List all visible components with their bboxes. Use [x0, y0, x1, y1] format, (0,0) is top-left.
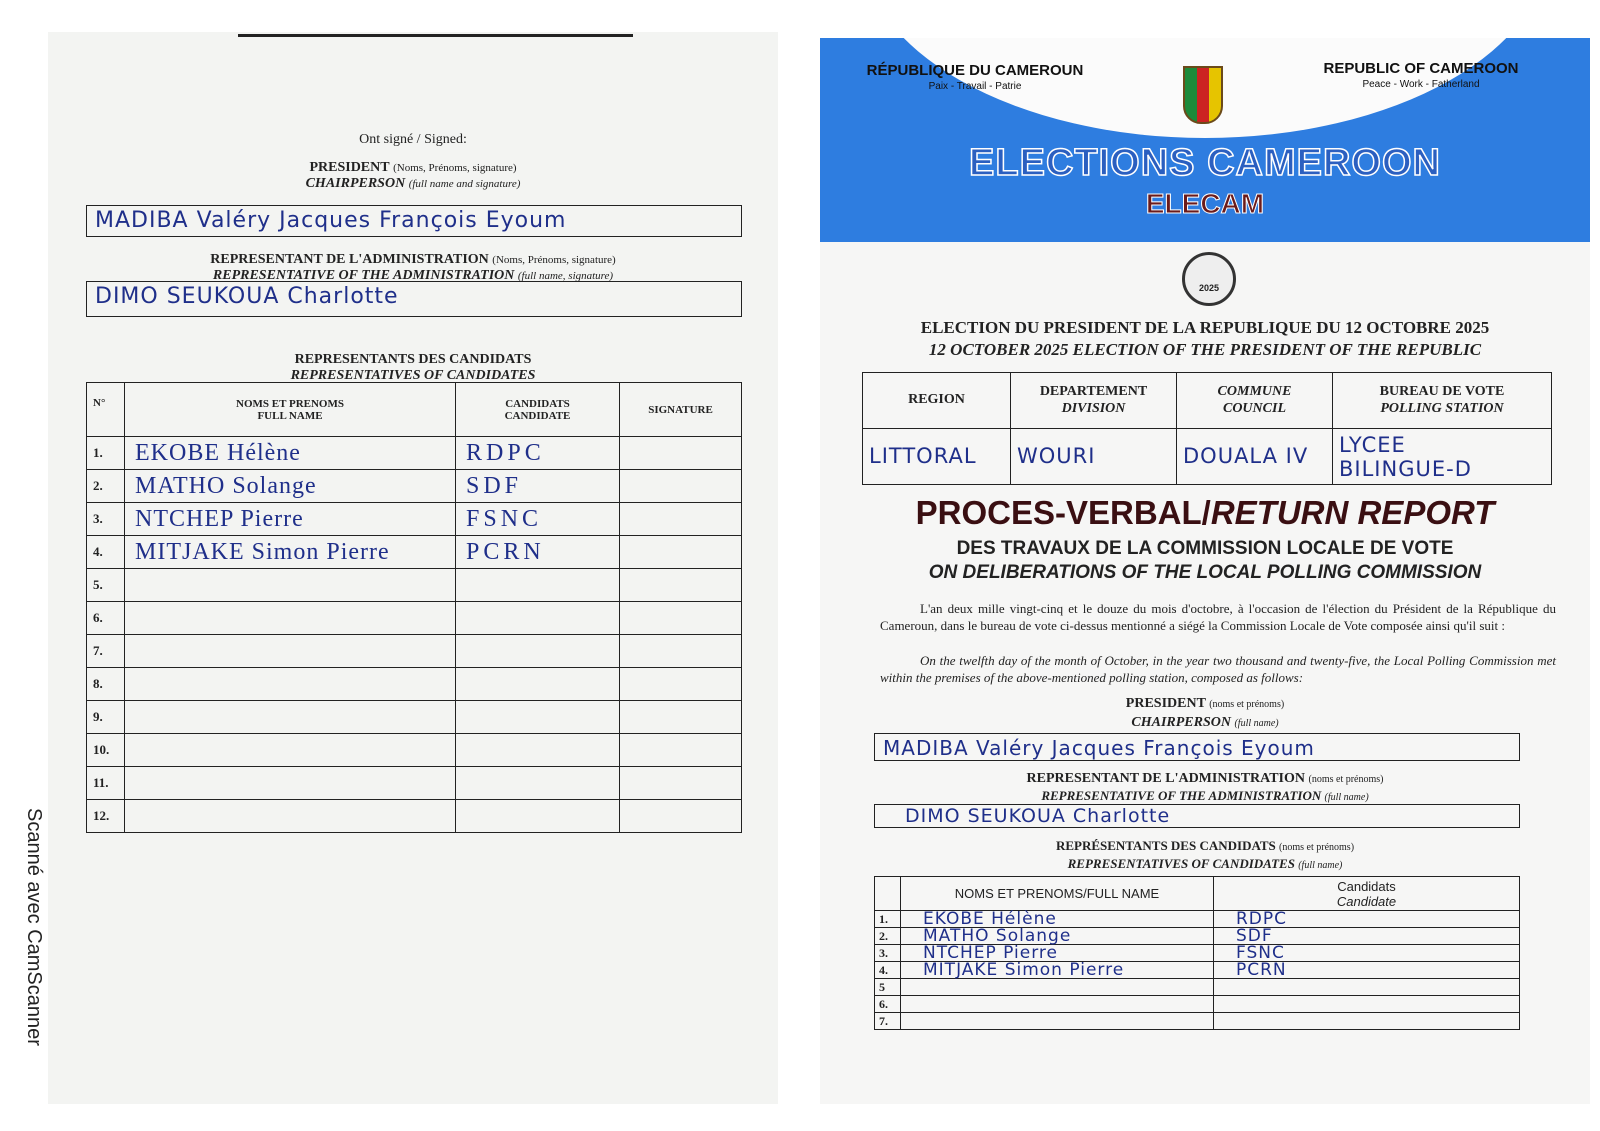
- row-number: 12.: [87, 800, 125, 833]
- table-row: [87, 602, 742, 635]
- row-number: 7.: [87, 635, 125, 668]
- row-name: [125, 767, 456, 800]
- row-signature: [620, 569, 742, 602]
- row-signature: [620, 734, 742, 767]
- row-name: [901, 979, 1214, 996]
- num-header: N°: [87, 383, 125, 437]
- row-signature: [620, 635, 742, 668]
- candidate-header: CANDIDATS CANDIDATE: [456, 383, 620, 437]
- row-signature: [620, 503, 742, 536]
- row-name: MITJAKE Simon Pierre: [901, 962, 1214, 979]
- row-candidate: SDF: [1214, 928, 1520, 945]
- row-number: 1.: [87, 437, 125, 470]
- paragraph-en: On the twelfth day of the month of October, in the year two thousand and twenty-five, the Local Polling Commission met within the premises of the above-mentioned polling station, composed as follows:: [880, 653, 1556, 685]
- paragraph-fr: L'an deux mille vingt-cinq et le douze du mois d'octobre, à l'occasion de l'élection du Président de la République du Cameroun, dans le bureau de vote ci-dessus mentionné a siégé la Commission Locale de Vote composée ainsi qu'il suit :: [880, 601, 1556, 633]
- row-name: MATHO Solange: [125, 470, 456, 503]
- commune-value: DOUALA IV: [1177, 429, 1333, 485]
- row-name: [125, 668, 456, 701]
- row-candidate: [1214, 979, 1520, 996]
- table-row: [87, 569, 742, 602]
- table-header-row: [875, 877, 1520, 911]
- row-signature: [620, 437, 742, 470]
- chairperson-heading-right: CHAIRPERSON (full name): [1131, 715, 1279, 730]
- top-rule: [238, 34, 633, 37]
- location-table: [862, 372, 1552, 485]
- row-name: [901, 1013, 1214, 1030]
- row-candidate: [1214, 1013, 1520, 1030]
- row-signature: [620, 602, 742, 635]
- row-number: 11.: [87, 767, 125, 800]
- row-candidate: [456, 569, 620, 602]
- row-number: 9.: [87, 701, 125, 734]
- row-candidate: FSNC: [1214, 945, 1520, 962]
- row-signature: [620, 800, 742, 833]
- president-field: [86, 205, 742, 237]
- row-candidate: FSNC: [456, 503, 620, 536]
- signature-header: SIGNATURE: [620, 383, 742, 437]
- admin-heading-right-en: REPRESENTATIVE OF THE ADMINISTRATION (full name): [1041, 788, 1369, 803]
- candidates-heading-right: REPRÉSENTANTS DES CANDIDATS (noms et prénoms): [1055, 838, 1355, 853]
- president-name: MADIBA Valéry Jacques François Eyoum: [95, 208, 567, 233]
- coat-of-arms-icon: [1183, 66, 1223, 124]
- candidates-table-right: [874, 876, 1520, 1030]
- right-page: [820, 38, 1590, 1104]
- table-header-row: [87, 383, 742, 437]
- table-row: [87, 503, 742, 536]
- row-name: NTCHEP Pierre: [125, 503, 456, 536]
- row-number: 5: [875, 979, 901, 996]
- row-name: NTCHEP Pierre: [901, 945, 1214, 962]
- row-candidate: [456, 734, 620, 767]
- row-number: 3.: [875, 945, 901, 962]
- row-candidate: [456, 767, 620, 800]
- table-row: [87, 767, 742, 800]
- row-name: MATHO Solange: [901, 928, 1214, 945]
- row-number: 8.: [87, 668, 125, 701]
- row-candidate: RDPC: [1214, 911, 1520, 928]
- election-title-fr: ELECTION DU PRESIDENT DE LA REPUBLIQUE DU 12 OCTOBRE 2025: [920, 318, 1490, 337]
- republic-en: REPUBLIC OF CAMEROON Peace - Work - Fatherland: [1323, 60, 1519, 90]
- row-number: 6.: [87, 602, 125, 635]
- row-name: [125, 569, 456, 602]
- table-row: [875, 962, 1520, 979]
- president-name-right: MADIBA Valéry Jacques François Eyoum: [883, 736, 1315, 760]
- pv-title: PROCES-VERBAL/RETURN REPORT: [915, 494, 1495, 531]
- row-candidate: SDF: [456, 470, 620, 503]
- admin-name: DIMO SEUKOUA Charlotte: [95, 284, 399, 309]
- table-row: [875, 979, 1520, 996]
- signed-heading: Ont signé / Signed:: [359, 132, 467, 147]
- table-row: [875, 928, 1520, 945]
- row-signature: [620, 701, 742, 734]
- bureau-header: BUREAU DE VOTE POLLING STATION: [1333, 373, 1552, 429]
- admin-field-right: [874, 804, 1520, 828]
- table-row: [875, 996, 1520, 1013]
- pv-subtitle-fr: DES TRAVAUX DE LA COMMISSION LOCALE DE VOTE: [956, 538, 1454, 559]
- table-row: [87, 470, 742, 503]
- row-candidate: [456, 668, 620, 701]
- row-candidate: RDPC: [456, 437, 620, 470]
- election-title-en: 12 OCTOBER 2025 ELECTION OF THE PRESIDENT OF THE REPUBLIC: [928, 340, 1482, 359]
- president-heading-right: PRESIDENT (noms et prénoms): [1125, 696, 1285, 711]
- table-row: [87, 734, 742, 767]
- region-value: LITTORAL: [863, 429, 1011, 485]
- candidates-table: [86, 382, 742, 833]
- row-candidate: [456, 800, 620, 833]
- row-name: MITJAKE Simon Pierre: [125, 536, 456, 569]
- table-row: [87, 635, 742, 668]
- table-row: [87, 437, 742, 470]
- table-row: [875, 1013, 1520, 1030]
- row-candidate: PCRN: [456, 536, 620, 569]
- row-number: 5.: [87, 569, 125, 602]
- admin-field: [86, 281, 742, 317]
- table-row: [875, 911, 1520, 928]
- table-row: [87, 668, 742, 701]
- row-name: EKOBE Hélène: [901, 911, 1214, 928]
- election-seal-icon: 2025: [1182, 252, 1236, 306]
- table-row: [87, 701, 742, 734]
- row-name: [125, 800, 456, 833]
- row-number: 4.: [87, 536, 125, 569]
- republic-fr: RÉPUBLIQUE DU CAMEROUN Paix - Travail - Patrie: [866, 62, 1084, 92]
- table-row: [87, 536, 742, 569]
- row-signature: [620, 470, 742, 503]
- left-page: [48, 32, 778, 1104]
- row-number: 6.: [875, 996, 901, 1013]
- row-candidate: [456, 602, 620, 635]
- commune-header: COMMUNE COUNCIL: [1177, 373, 1333, 429]
- dept-value: WOURI: [1011, 429, 1177, 485]
- admin-name-right: DIMO SEUKOUA Charlotte: [905, 805, 1171, 827]
- elecam-abbr: ELECAM: [1145, 188, 1265, 219]
- admin-heading: REPRESENTANT DE L'ADMINISTRATION (Noms, Prénoms, signature) REPRESENTATIVE OF THE ADMINISTRATION (full name, signature): [210, 252, 616, 283]
- row-number: 3.: [87, 503, 125, 536]
- president-heading: PRESIDENT (Noms, Prénoms, signature) CHAIRPERSON (full name and signature): [305, 160, 521, 191]
- president-field-right: [874, 733, 1520, 761]
- row-number: 2.: [875, 928, 901, 945]
- row-candidate: [456, 701, 620, 734]
- table-row: [87, 800, 742, 833]
- dept-header: DEPARTEMENT DIVISION: [1011, 373, 1177, 429]
- candidate-header: Candidats Candidate: [1214, 877, 1520, 911]
- elecam-title: ELECTIONS CAMEROON: [969, 142, 1441, 184]
- name-header: NOMS ET PRENOMS FULL NAME: [125, 383, 456, 437]
- row-signature: [620, 767, 742, 800]
- row-number: 10.: [87, 734, 125, 767]
- row-candidate: PCRN: [1214, 962, 1520, 979]
- row-signature: [620, 536, 742, 569]
- row-name: [901, 996, 1214, 1013]
- name-header: NOMS ET PRENOMS/FULL NAME: [901, 877, 1214, 911]
- row-name: EKOBE Hélène: [125, 437, 456, 470]
- row-number: 4.: [875, 962, 901, 979]
- row-name: [125, 734, 456, 767]
- row-name: [125, 602, 456, 635]
- admin-heading-right: REPRESENTANT DE L'ADMINISTRATION (noms et prénoms): [1026, 771, 1384, 786]
- row-number: 2.: [87, 470, 125, 503]
- row-signature: [620, 668, 742, 701]
- row-name: [125, 701, 456, 734]
- row-number: 7.: [875, 1013, 901, 1030]
- table-row: [875, 945, 1520, 962]
- candidates-heading-right-en: REPRESENTATIVES OF CANDIDATES (full name): [1067, 856, 1343, 871]
- row-candidate: [1214, 996, 1520, 1013]
- pv-subtitle-en: ON DELIBERATIONS OF THE LOCAL POLLING COMMISSION: [928, 562, 1482, 583]
- row-name: [125, 635, 456, 668]
- row-number: 1.: [875, 911, 901, 928]
- bureau-value: LYCEE BILINGUE-D: [1333, 429, 1552, 485]
- camscanner-watermark: Scanné avec CamScanner: [23, 808, 45, 1046]
- candidates-heading: REPRESENTANTS DES CANDIDATS REPRESENTATIVES OF CANDIDATES: [290, 352, 536, 383]
- region-header: REGION: [863, 373, 1011, 429]
- row-candidate: [456, 635, 620, 668]
